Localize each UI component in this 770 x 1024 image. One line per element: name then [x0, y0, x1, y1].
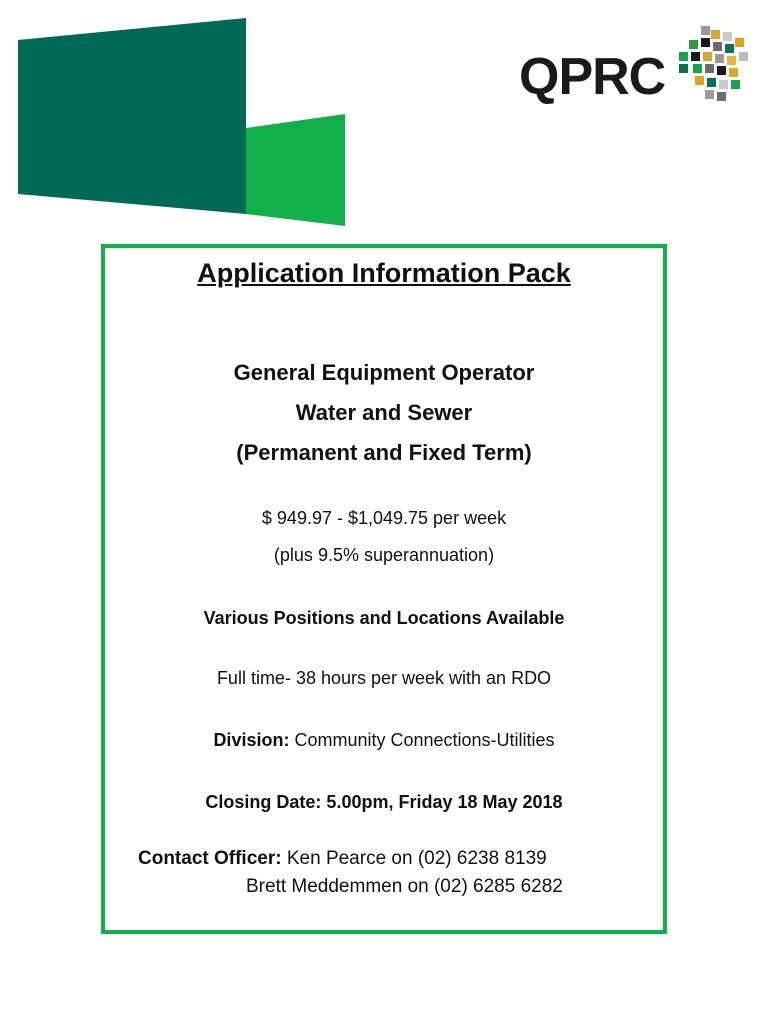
position-term: (Permanent and Fixed Term): [236, 440, 532, 465]
page-title: Application Information Pack: [197, 258, 571, 288]
contact-label: Contact Officer:: [138, 848, 282, 869]
availability-note: Various Positions and Locations Available: [203, 608, 565, 628]
logo-mosaic-icon: [675, 22, 751, 108]
dark-green-panel: [18, 18, 246, 214]
contact-officer-2: Brett Meddemmen on (02) 6285 6282: [246, 876, 563, 897]
position-title: General Equipment Operator: [233, 360, 535, 385]
position-department: Water and Sewer: [295, 400, 473, 425]
superannuation-note: (plus 9.5% superannuation): [273, 545, 495, 565]
division-value: Community Connections-Utilities: [294, 730, 555, 750]
logo-text: QPRC: [519, 48, 666, 106]
info-box: [101, 244, 667, 934]
division-label: Division:: [213, 730, 290, 750]
closing-date: Closing Date: 5.00pm, Friday 18 May 2018: [205, 792, 563, 812]
contact-officer-line: [138, 848, 547, 870]
header-banner-graphic: [0, 0, 360, 240]
division-line: [105, 730, 663, 751]
hours-note: Full time- 38 hours per week with an RDO: [216, 668, 552, 688]
contact-officer-1: Ken Pearce on (02) 6238 8139: [286, 848, 547, 869]
qprc-logo: [515, 22, 755, 112]
salary-range: $ 949.97 - $1,049.75 per week: [261, 508, 507, 528]
bright-green-panel: [246, 114, 345, 226]
